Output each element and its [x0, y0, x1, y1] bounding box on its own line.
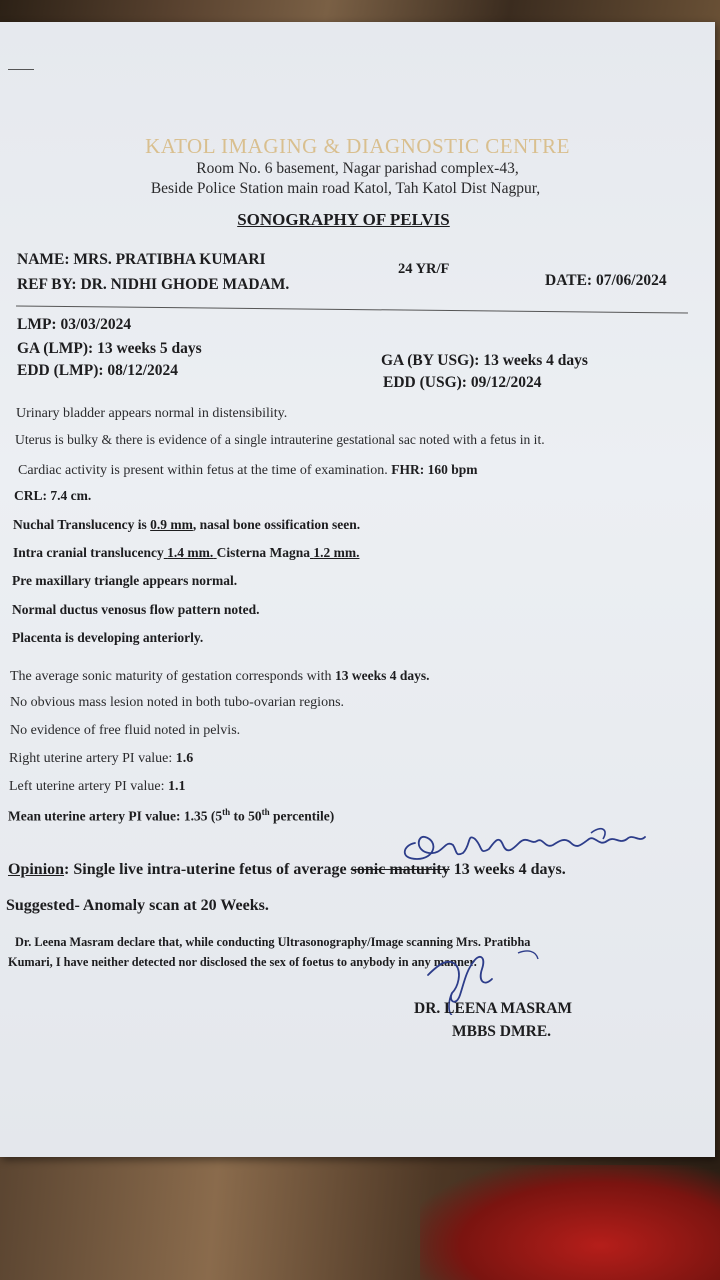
nt-value: 0.9 mm — [150, 517, 193, 532]
edd-lmp: EDD (LMP): 08/12/2024 — [17, 362, 179, 379]
ict-value: 1.4 mm. — [167, 545, 214, 560]
finding-crl: CRL: 7.4 cm. — [14, 488, 92, 503]
fhr-value: FHR: 160 bpm — [391, 462, 478, 477]
nt-label: Nuchal Translucency is — [13, 517, 147, 532]
finding-ict — [13, 545, 360, 561]
handwritten-signature-1 — [395, 815, 660, 865]
referring-doctor: REF BY: DR. NIDHI GHODE MADAM. — [17, 276, 290, 293]
nt-suffix: , nasal bone ossification seen. — [192, 517, 361, 532]
opinion-struck-text: sonic maturity — [350, 861, 450, 878]
declaration-line-1: Dr. Leena Masram declare that, while conducting Ultrasonography/Image scanning Mrs. Pratibha — [15, 935, 531, 949]
finding-bladder: Urinary bladder appears normal in distensibility. — [16, 406, 288, 421]
finding-uterus: Uterus is bulky & there is evidence of a single intrauterine gestational sac noted with a fetus in it. — [15, 432, 545, 447]
opinion-text-b: 13 weeks 4 days. — [449, 861, 566, 878]
finding-pmt: Pre maxillary triangle appears normal. — [12, 573, 238, 588]
opinion-text-a: : Single live intra-uterine fetus of average — [64, 861, 351, 878]
finding-nt — [13, 517, 360, 533]
finding-tubo-ovarian: No obvious mass lesion noted in both tubo-ovarian regions. — [10, 695, 345, 710]
report-date: DATE: 07/06/2024 — [545, 272, 667, 289]
finding-dv: Normal ductus venosus flow pattern noted. — [12, 602, 260, 617]
maturity-text: The average sonic maturity of gestation corresponds with — [10, 669, 332, 684]
report-title: SONOGRAPHY OF PELVIS — [237, 210, 450, 229]
doctor-name: DR. LEENA MASRAM — [414, 1000, 573, 1017]
opinion — [8, 861, 566, 879]
left-pi-value: 1.1 — [167, 779, 186, 794]
lmp: LMP: 03/03/2024 — [17, 316, 132, 333]
patient-age-sex: 24 YR/F — [398, 261, 450, 277]
edd-usg: EDD (USG): 09/12/2024 — [383, 374, 542, 391]
cisterna-label: Cisterna Magna — [216, 545, 310, 560]
finding-left-pi — [9, 779, 185, 795]
finding-cardiac — [18, 462, 478, 479]
ga-usg: GA (BY USG): 13 weeks 4 days — [381, 352, 588, 369]
right-pi-label: Right uterine artery PI value: — [9, 751, 173, 766]
suggestion: Suggested- Anomaly scan at 20 Weeks. — [6, 897, 269, 914]
finding-placenta: Placenta is developing anteriorly. — [12, 630, 204, 645]
finding-mean-pi: Mean uterine artery PI value: 1.35 (5th to 50th percentile) — [8, 807, 335, 824]
patient-name: NAME: MRS. PRATIBHA KUMARI — [17, 251, 266, 268]
address-line-2: Beside Police Station main road Katol, Tah Katol Dist Nagpur, — [150, 180, 541, 197]
address-line-1: Room No. 6 basement, Nagar parishad complex-43, — [196, 160, 519, 177]
ga-lmp: GA (LMP): 13 weeks 5 days — [17, 340, 202, 357]
maturity-value: 13 weeks 4 days. — [335, 668, 430, 683]
doctor-qualification: MBBS DMRE. — [452, 1023, 552, 1040]
left-pi-label: Left uterine artery PI value: — [9, 779, 165, 794]
cardiac-text: Cardiac activity is present within fetus at the time of examination. — [18, 463, 388, 478]
finding-right-pi — [9, 751, 193, 767]
right-pi-value: 1.6 — [175, 751, 194, 766]
ict-label: Intra cranial translucency — [13, 545, 164, 560]
finding-free-fluid: No evidence of free fluid noted in pelvis. — [10, 723, 241, 738]
cisterna-value: 1.2 mm. — [313, 545, 360, 560]
divider — [16, 305, 688, 313]
centre-name: KATOL IMAGING & DIAGNOSTIC CENTRE — [145, 134, 570, 158]
finding-maturity — [10, 668, 430, 685]
declaration-line-2: Kumari, I have neither detected nor disclosed the sex of foetus to anybody in any manner. — [8, 955, 477, 969]
opinion-label: Opinion — [8, 861, 65, 878]
